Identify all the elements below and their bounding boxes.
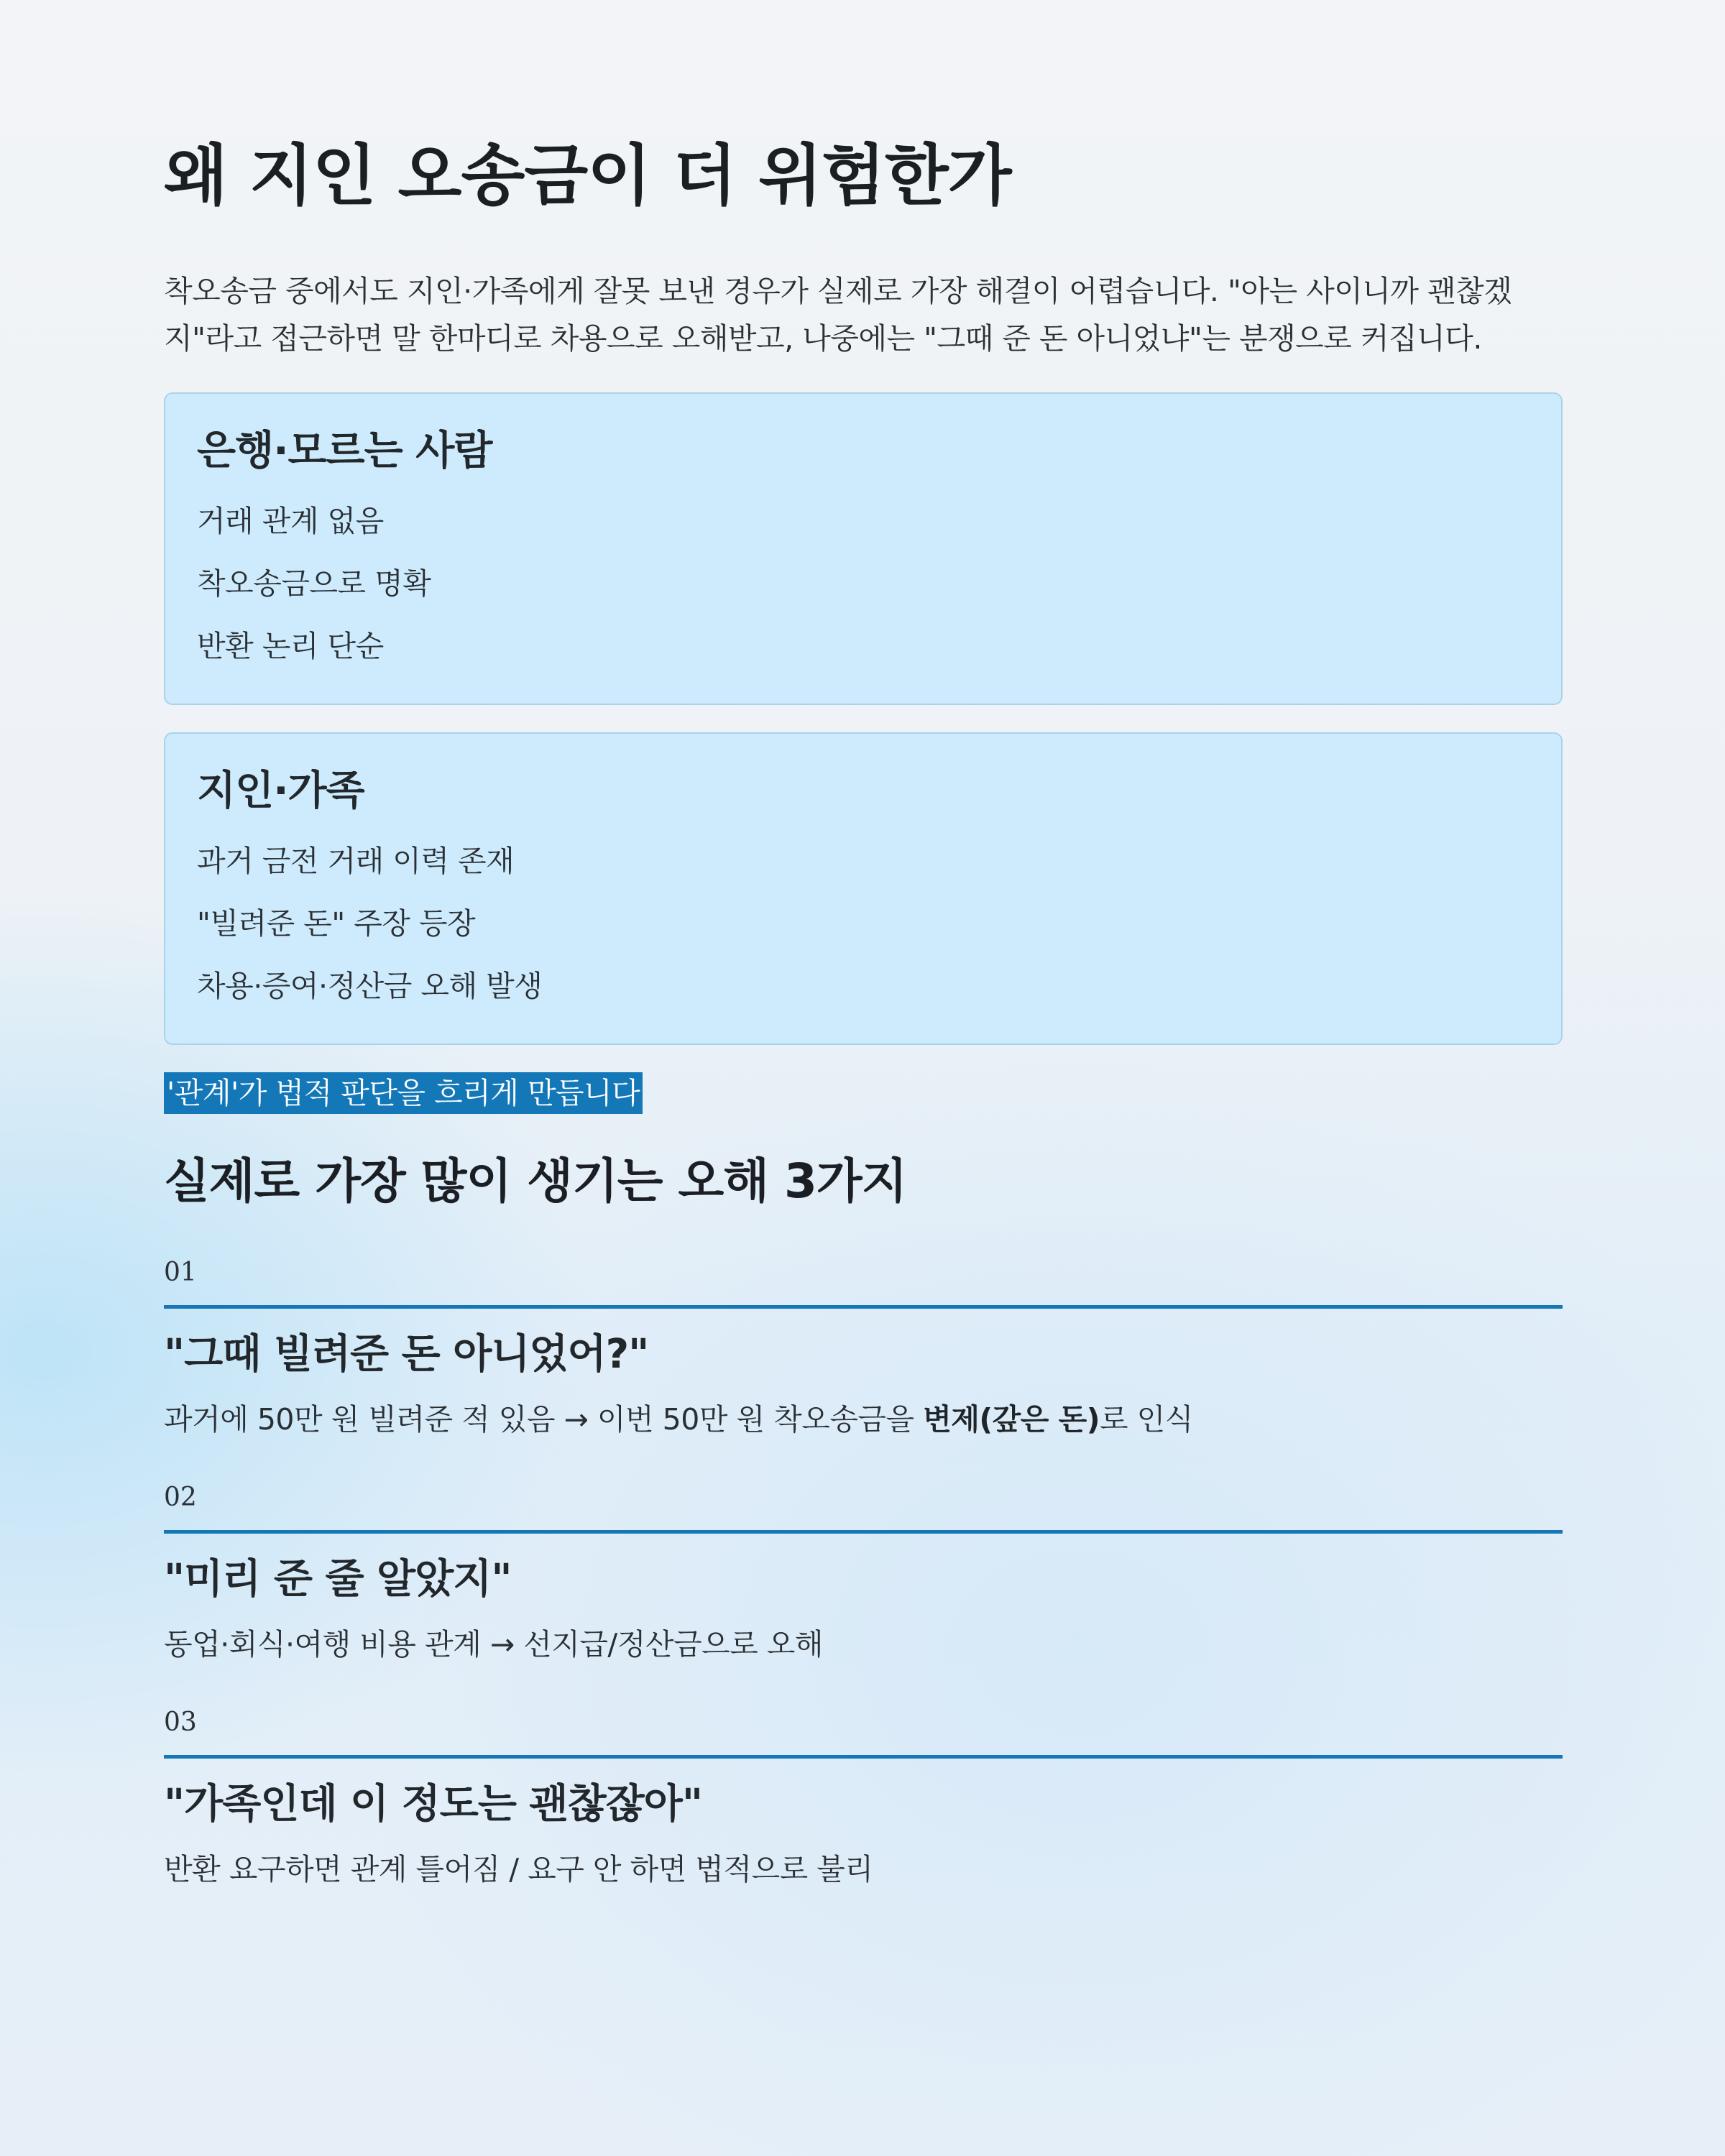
card-title: 은행·모르는 사람	[197, 428, 492, 474]
item-divider	[164, 1305, 1563, 1309]
list-item: 반환 논리 단순	[197, 629, 384, 663]
misunderstanding-item-2	[164, 1478, 1563, 1666]
item-description	[164, 1848, 1563, 1891]
item-description	[164, 1398, 1563, 1441]
item-description-text: 과거에 50만 원 빌려준 적 있음 → 이번 50만 원 착오송금을	[164, 1402, 924, 1437]
item-title: "그때 빌려준 돈 아니었어?"	[164, 1331, 649, 1378]
item-divider	[164, 1755, 1563, 1759]
item-description	[164, 1623, 1563, 1666]
card-title: 지인·가족	[197, 768, 364, 814]
item-description-emphasis: 변제(갚은 돈)	[923, 1402, 1100, 1437]
list-item: 착오송금으로 명확	[197, 566, 431, 601]
misunderstanding-item-3	[164, 1703, 1563, 1891]
article	[164, 129, 1563, 1891]
list-item: "빌려준 돈" 주장 등장	[197, 906, 476, 941]
list-item: 과거 금전 거래 이력 존재	[197, 844, 515, 878]
highlighted-text[interactable]: '관계'가 법적 판단을 흐리게 만듭니다	[164, 1072, 643, 1114]
misunderstanding-item-1	[164, 1253, 1563, 1441]
item-number: 02	[164, 1483, 197, 1512]
item-title: "미리 준 줄 알았지"	[164, 1556, 512, 1603]
list-item: 차용·증여·정산금 오해 발생	[197, 969, 543, 1003]
item-number: 01	[164, 1258, 197, 1287]
highlight-line	[164, 1072, 1563, 1114]
item-divider	[164, 1530, 1563, 1534]
card-bank-stranger	[164, 392, 1563, 705]
card-list	[197, 830, 1530, 1018]
item-description-text: 동업·회식·여행 비용 관계 → 선지급/정산금으로 오해	[164, 1627, 824, 1662]
card-acquaintance-family	[164, 732, 1563, 1045]
intro-paragraph: 착오송금 중에서도 지인·가족에게 잘못 보낸 경우가 실제로 가장 해결이 어렵습니다. "아는 사이니까 괜찮겠지"라고 접근하면 말 한마디로 차용으로 오해받고, 나중에는 "그때 준 돈 아니었냐"는 분쟁으로 커집니다.	[164, 274, 1512, 356]
item-description-text: 반환 요구하면 관계 틀어짐 / 요구 안 하면 법적으로 불리	[164, 1852, 873, 1886]
list-item: 거래 관계 없음	[197, 504, 384, 538]
item-description-text-end: 로 인식	[1099, 1402, 1193, 1437]
page-title: 왜 지인 오송금이 더 위험한가	[164, 137, 1011, 214]
section-title: 실제로 가장 많이 생기는 오해 3가지	[164, 1153, 907, 1209]
comparison-cards	[164, 392, 1563, 1045]
card-list	[197, 490, 1530, 678]
item-number: 03	[164, 1708, 197, 1737]
item-title: "가족인데 이 정도는 괜찮잖아"	[164, 1781, 702, 1828]
